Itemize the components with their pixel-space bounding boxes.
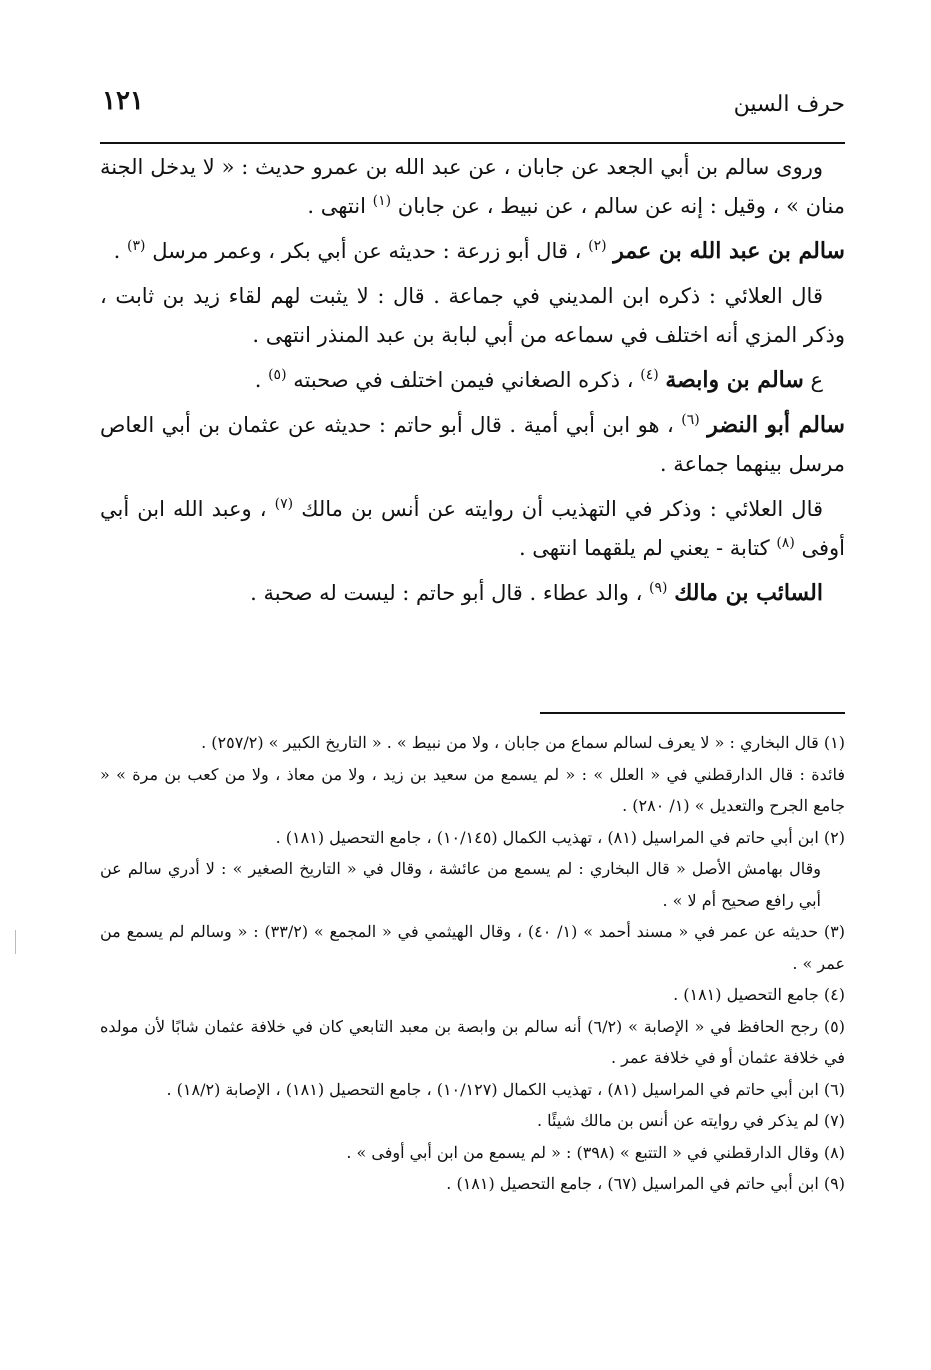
footnote-ref-1: (١): [372, 193, 392, 209]
paragraph-salim-ibn-abi-al-jad: [100, 148, 845, 226]
running-title: حرف السين: [733, 92, 845, 117]
entry-text: ، والد عطاء . قال أبو حاتم : ليست له صحبة .: [250, 581, 650, 605]
entry-tail: .: [254, 368, 269, 392]
footnote-5: (٥) رجح الحافظ في « الإصابة » (٦/٢) أنه سالم بن وابصة بن معبد التابعي كان في خلافة عثمان شابًا لأن مولده في خلافة عثمان أو في خلافة عمر .: [100, 1016, 846, 1067]
paragraph-text: وروى سالم بن أبي الجعد عن جابان ، عن عبد الله بن عمرو حديث : « لا يدخل الجنة منان » ، وقيل : إنه عن سالم ، عن نبيط ، عن جابان: [100, 155, 845, 218]
footnote-ref-5: (٥): [268, 367, 287, 383]
footnote-ref-2: (٢): [588, 238, 607, 254]
entry-salim-ibn-wabisa: [100, 361, 845, 400]
footnote-1-note: فائدة : قال الدارقطني في « العلل » : « لم يسمع من سعيد بن زيد ، ولا من معاذ ، ولا من كعب بن مرة » « جامع الجرح والتعديل » (١/ ٢٨٠) .: [100, 764, 845, 815]
footnote-ref-3: (٣): [127, 238, 146, 254]
footnote-2-note: وقال بهامش الأصل « قال البخاري : لم يسمع من عائشة ، وقال في « التاريخ الصغير » : لا أدري سالم عن أبي رافع صحيح أم لا » .: [100, 859, 822, 910]
entry-prefix: ع: [803, 368, 823, 392]
entry-al-saib-ibn-malik: [100, 574, 845, 613]
entry-text: ، قال أبو زرعة : حديثه عن أبي بكر ، وعمر مرسل: [152, 239, 589, 263]
running-head: [100, 86, 845, 130]
footnote-ref-9: (٩): [649, 580, 668, 596]
entry-salim-ibn-abdullah: [100, 232, 845, 271]
header-rule: [100, 142, 845, 144]
footnote-2: (٢) ابن أبي حاتم في المراسيل (٨١) ، تهذيب الكمال (١٠/١٤٥) ، جامع التحصيل (١٨١) .: [275, 827, 845, 847]
entry-tail: .: [113, 239, 128, 263]
paragraph-alalai-1: [100, 277, 845, 355]
footnote-9: (٩) ابن أبي حاتم في المراسيل (٦٧) ، جامع التحصيل (١٨١) .: [446, 1174, 845, 1193]
footnote-7: (٧) لم يذكر في روايته عن أنس بن مالك شيئًا .: [537, 1111, 845, 1130]
footnote-1: (١) قال البخاري : « لا يعرف لسالم سماع من جابان ، ولا من نبيط » . « التاريخ الكبير » (٢٥٧/٢) .: [201, 733, 845, 752]
paragraph-text: قال العلائي : ذكره ابن المديني في جماعة . قال : لا يثبت لهم لقاء زيد بن ثابت ، وذكر المزي أنه اختلف في سماعه من أبي لبابة بن عبد المنذر انتهى .: [100, 284, 845, 347]
paragraph-tail: كتابة - يعني لم يلقهما انتهى .: [518, 536, 777, 560]
paragraph-tail: انتهى .: [307, 194, 373, 218]
entry-name: السائب بن مالك: [674, 580, 823, 606]
footnote-separator: [540, 712, 845, 714]
page-number: ١٢١: [102, 86, 144, 116]
footnote-ref-8: (٨): [776, 535, 795, 551]
paragraph-alalai-2: [100, 490, 845, 568]
footnote-ref-6: (٦): [681, 412, 700, 428]
entry-name: سالم بن وابصة: [665, 367, 804, 393]
footnote-4: (٤) جامع التحصيل (١٨١) .: [673, 985, 845, 1004]
paragraph-text: قال العلائي : وذكر في التهذيب أن روايته عن أنس بن مالك: [301, 497, 824, 521]
footnote-6: (٦) ابن أبي حاتم في المراسيل (٨١) ، تهذيب الكمال (١٠/١٢٧) ، جامع التحصيل (١٨١) ، الإصابة (١٨/٢) .: [166, 1079, 845, 1099]
footnote-3: (٣) حديثه عن عمر في « مسند أحمد » (١/ ٤٠) ، وقال الهيثمي في « المجمع » (٣٣/٢) : « وسالم لم يسمع من عمر » .: [100, 922, 846, 973]
main-text: [100, 148, 845, 619]
paragraph-middle: ، وعبد الله ابن أبي أوفى: [100, 497, 845, 560]
entry-text: ، ذكره الصغاني فيمن اختلف في صحبته: [293, 368, 641, 392]
entry-salim-abu-al-nadr: [100, 406, 845, 484]
entry-name: سالم أبو النضر: [707, 412, 845, 438]
footnotes: [100, 727, 845, 1200]
entry-name: سالم بن عبد الله بن عمر: [613, 238, 845, 264]
footnote-8: (٨) وقال الدارقطني في « التتبع » (٣٩٨) : « لم يسمع من ابن أبي أوفى » .: [346, 1142, 845, 1162]
footnote-ref-4: (٤): [640, 367, 659, 383]
footnote-ref-7: (٧): [274, 496, 294, 512]
margin-mark: [15, 930, 16, 954]
entry-text: ، هو ابن أبي أمية . قال أبو حاتم : حديثه عن عثمان بن أبي العاص مرسل بينهما جماعة .: [100, 413, 845, 476]
